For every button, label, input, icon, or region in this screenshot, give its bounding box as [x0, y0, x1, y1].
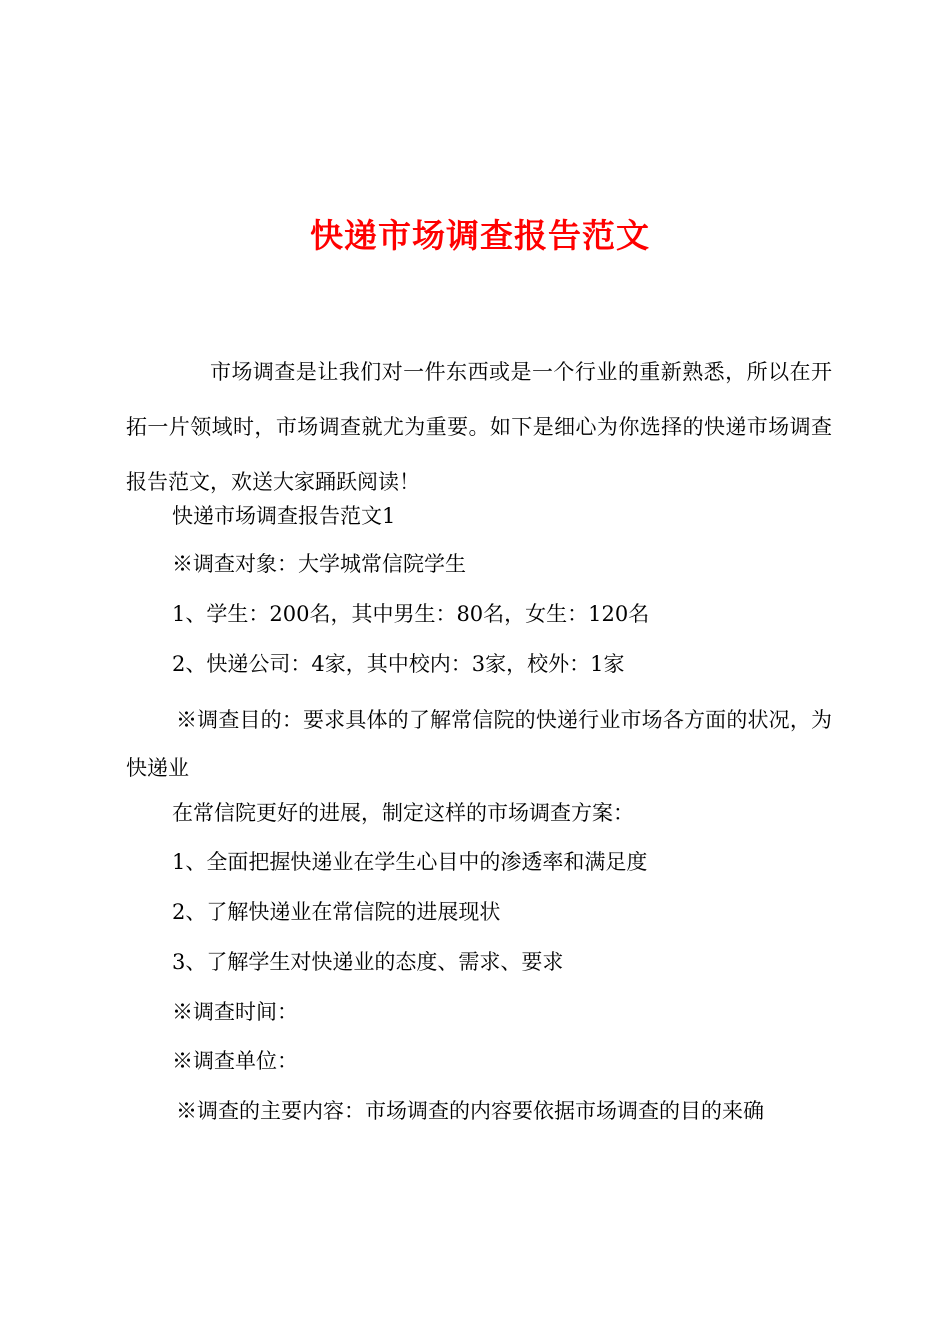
- list-item: 1、学生：200名，其中男生：80名，女生：120名: [172, 602, 650, 626]
- section-heading: 快递市场调查报告范文1: [172, 504, 396, 528]
- list-item: 2、了解快递业在常信院的进展现状: [172, 900, 501, 924]
- list-item: 3、了解学生对快递业的态度、需求、要求: [172, 950, 564, 974]
- survey-content: ※调查的主要内容：市场调查的内容要依据市场调查的目的来确: [176, 1099, 764, 1123]
- survey-time: ※调查时间：: [172, 1000, 298, 1024]
- list-item: 1、全面把握快递业在学生心目中的渗透率和满足度: [172, 850, 648, 874]
- intro-paragraph: 市场调查是让我们对一件东西或是一个行业的重新熟悉，所以在开拓一片领域时，市场调查就尤为重要。如下是细心为你选择的快递市场调查报告范文，欢送大家踊跃阅读！: [126, 360, 832, 494]
- document-title: 快递市场调查报告范文: [310, 216, 650, 255]
- survey-purpose: ※调查目的：要求具体的了解常信院的快递行业市场各方面的状况，为快递业: [126, 708, 832, 780]
- body-paragraph: 在常信院更好的进展，制定这样的市场调查方案：: [172, 801, 634, 825]
- list-item: 2、快递公司：4家，其中校内：3家，校外：1家: [172, 652, 625, 676]
- survey-subject: ※调查对象：大学城常信院学生: [172, 552, 466, 576]
- survey-unit: ※调查单位：: [172, 1049, 298, 1073]
